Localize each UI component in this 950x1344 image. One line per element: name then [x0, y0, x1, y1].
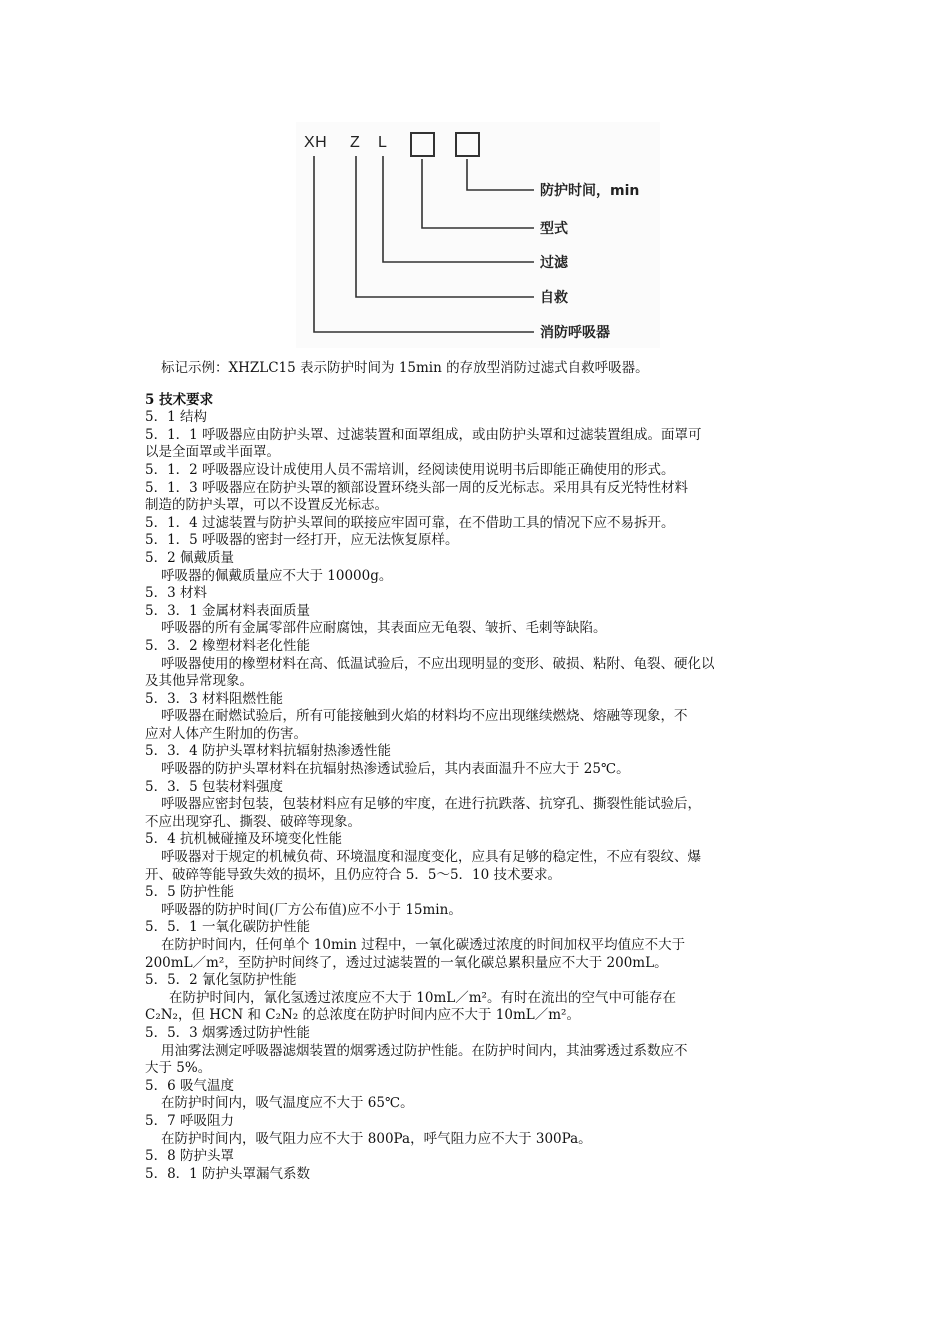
clause-5-3-2-text: 呼吸器使用的橡塑材料在高、低温试验后，不应出现明显的变形、破损、粘附、龟裂、硬化以	[161, 655, 715, 672]
clause-5-3-3-text-cont: 应对人体产生附加的伤害。	[145, 725, 307, 742]
clause-5-1-1: 5．1．1 呼吸器应由防护头罩、过滤装置和面罩组成，或由防护头罩和过滤装置组成。面罩可	[145, 426, 702, 443]
clause-5-6-text: 在防护时间内，吸气温度应不大于 65℃。	[161, 1095, 414, 1112]
code-l: L	[378, 134, 388, 151]
clause-5-1-5: 5．1．5 呼吸器的密封一经打开，应无法恢复原样。	[145, 532, 459, 549]
clause-5-1-2: 5．1．2 呼吸器应设计成使用人员不需培训，经阅读使用说明书后即能正确使用的形式。	[145, 461, 675, 478]
clause-5-6: 5．6 吸气温度	[145, 1077, 234, 1094]
clause-5-2-text: 呼吸器的佩戴质量应不大于 10000g。	[161, 567, 393, 584]
clause-5-4: 5．4 抗机械碰撞及环境变化性能	[145, 831, 342, 848]
code-xh: XH	[304, 134, 328, 151]
clause-5-2: 5．2 佩戴质量	[145, 549, 234, 566]
label-type: 型式	[540, 221, 568, 237]
clause-5-1-3: 5．1．3 呼吸器应在防护头罩的额部设置环绕头部一周的反光标志。采用具有反光特性材料	[145, 479, 689, 496]
clause-5-7-text: 在防护时间内，吸气阻力应不大于 800Pa，呼气阻力应不大于 300Pa。	[161, 1130, 592, 1147]
clause-5-1-3-cont: 制造的防护头罩，可以不设置反光标志。	[145, 497, 388, 514]
section-title: 5 技术要求	[145, 391, 214, 408]
clause-5-3-5: 5．3．5 包装材料强度	[145, 778, 284, 795]
clause-5-3-1-text: 呼吸器的所有金属零部件应耐腐蚀，其表面应无龟裂、皱折、毛刺等缺陷。	[161, 620, 607, 637]
marking-code-diagram	[296, 122, 660, 348]
clause-5-3-5-text-cont: 不应出现穿孔、撕裂、破碎等现象。	[145, 813, 361, 830]
clause-5-3-1: 5．3．1 金属材料表面质量	[145, 602, 311, 619]
clause-5-1: 5．1 结构	[145, 409, 207, 426]
clause-5-5-1-text-cont: 200mL／m²，至防护时间终了，透过过滤装置的一氧化碳总累积量应不大于 200mL。	[145, 954, 668, 971]
clause-5-3-3: 5．3．3 材料阻燃性能	[145, 690, 284, 707]
connector-fire-respirator	[314, 156, 534, 332]
clause-5-5-3-text-cont: 大于 5%。	[145, 1060, 212, 1077]
clause-5-5-text: 呼吸器的防护时间(厂方公布值)应不小于 15min。	[161, 901, 462, 918]
clause-5-5-1-text: 在防护时间内，任何单个 10min 过程中，一氧化碳透过浓度的时间加权平均值应不大于	[161, 937, 686, 953]
clause-5-5-2-text: 在防护时间内，氰化氢透过浓度应不大于 10mL／m²。有时在流出的空气中可能存在	[169, 989, 676, 1006]
code-z: Z	[350, 134, 361, 151]
clause-5-8-1: 5．8．1 防护头罩漏气系数	[145, 1165, 311, 1182]
type-placeholder-box	[410, 132, 435, 157]
clause-5-3-5-text: 呼吸器应密封包装，包装材料应有足够的牢度，在进行抗跌落、抗穿孔、撕裂性能试验后，	[161, 796, 701, 813]
clause-5-3-2-text-cont: 及其他异常现象。	[145, 673, 253, 690]
connector-protection-time	[467, 159, 534, 190]
clause-5-3-4: 5．3．4 防护头罩材料抗辐射热渗透性能	[145, 743, 392, 760]
clause-5-3-3-text: 呼吸器在耐燃试验后，所有可能接触到火焰的材料均不应出现继续燃烧、熔融等现象，不	[161, 708, 688, 725]
document-body	[145, 360, 809, 1183]
clause-5-4-text: 呼吸器对于规定的机械负荷、环境温度和湿度变化，应具有足够的稳定性，不应有裂纹、爆	[161, 849, 701, 866]
label-filter: 过滤	[540, 255, 568, 271]
connector-filter	[383, 156, 534, 262]
clause-5-7: 5．7 呼吸阻力	[145, 1112, 234, 1129]
clause-5-5: 5．5 防护性能	[145, 884, 234, 901]
clause-5-5-3: 5．5．3 烟雾透过防护性能	[145, 1024, 311, 1041]
clause-5-1-1-cont: 以是全面罩或半面罩。	[145, 444, 280, 461]
clause-5-8: 5．8 防护头罩	[145, 1148, 234, 1165]
clause-5-3-2: 5．3．2 橡塑材料老化性能	[145, 637, 311, 654]
clause-5-5-2-text-cont: C₂N₂，但 HCN 和 C₂N₂ 的总浓度在防护时间内应不大于 10mL／m²。	[145, 1007, 580, 1024]
clause-5-3: 5．3 材料	[145, 585, 207, 602]
clause-5-5-3-text: 用油雾法测定呼吸器滤烟装置的烟雾透过防护性能。在防护时间内，其油雾透过系数应不	[161, 1042, 688, 1059]
clause-5-5-2: 5．5．2 氰化氢防护性能	[145, 972, 297, 989]
label-self-rescue: 自救	[540, 290, 568, 306]
clause-5-3-4-text: 呼吸器的防护头罩材料在抗辐射热渗透试验后，其内表面温升不应大于 25℃。	[161, 761, 630, 778]
label-fire-respirator: 消防呼吸器	[540, 325, 610, 341]
clause-5-4-text-cont: 开、破碎等能导致失效的损坏，且仍应符合 5．5～5．10 技术要求。	[145, 866, 562, 883]
clause-5-1-4: 5．1．4 过滤装置与防护头罩间的联接应牢固可靠，在不借助工具的情况下应不易拆开。	[145, 514, 675, 531]
label-protection-time: 防护时间，min	[540, 183, 640, 199]
connector-type	[422, 159, 534, 228]
marking-example-caption: 标记示例：XHZLC15 表示防护时间为 15min 的存放型消防过滤式自救呼吸器。	[161, 360, 649, 376]
clause-5-5-1: 5．5．1 一氧化碳防护性能	[145, 919, 311, 936]
time-placeholder-box	[455, 132, 480, 157]
